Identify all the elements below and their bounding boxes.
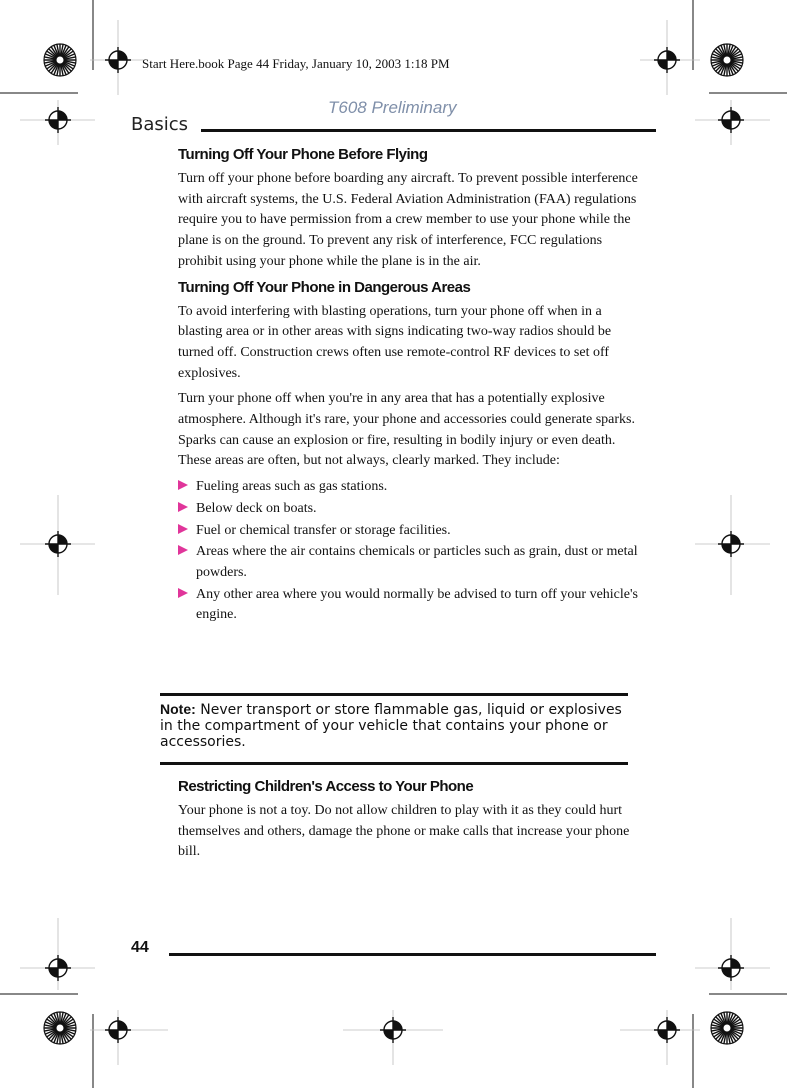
triangle-right-icon [178, 545, 188, 555]
header-rule [201, 129, 656, 132]
heading-flying: Turning Off Your Phone Before Flying [178, 146, 428, 163]
paragraph-flying: Turn off your phone before boarding any aircraft. To prevent possible interference with aircraft systems, the U.S. Federal Aviation Administration (FAA) regulations require you to have permission from a crew member to use your phone while the plane is on the ground. To prevent any risk of interference, FCC regulations prohibit using your phone while the plane is in the air. [178, 171, 638, 269]
triangle-right-icon [178, 524, 188, 534]
footer-rule [169, 953, 656, 956]
note-box [160, 693, 628, 765]
list-item-text: Any other area where you would normally be advised to turn off your vehicle's engine. [196, 586, 638, 623]
note-label: Note: [160, 701, 196, 717]
dangerous-areas-list [178, 477, 640, 626]
paragraph-blasting: To avoid interfering with blasting operations, turn your phone off when in a blasting area or in other areas with signs indicating two-way radios should be turned off. Construction crews often use remote-control RF devices to set off explosives. [178, 303, 612, 381]
list-item-text: Below deck on boats. [196, 500, 317, 516]
running-header-section: Basics [131, 114, 189, 135]
list-item [178, 585, 640, 626]
note-text: Never transport or store flammable gas, liquid or explosives in the compartment of your vehicle that contains your phone or accessories. [160, 702, 622, 750]
list-item-text: Areas where the air contains chemicals or particles such as grain, dust or metal powders. [196, 544, 638, 580]
list-item [178, 477, 640, 498]
heading-children: Restricting Children's Access to Your Phone [178, 778, 474, 795]
paragraph-explosive-atmosphere: Turn your phone off when you're in any area that has a potentially explosive atmosphere. Although it's rare, your phone and accessories could generate sparks. Sparks can cause an explosion or fire, resulting in bodily injury or even death. These areas are often, but not always, clearly marked. They include: [178, 391, 635, 469]
preliminary-watermark: T608 Preliminary [328, 98, 457, 117]
main-content [178, 145, 640, 627]
list-item [178, 499, 640, 520]
list-item [178, 521, 640, 542]
paragraph-children: Your phone is not a toy. Do not allow children to play with it as they could hurt themselves and others, damage the phone or make calls that increase your phone bill. [178, 803, 630, 860]
list-item [178, 542, 640, 583]
list-item-text: Fuel or chemical transfer or storage facilities. [196, 522, 451, 538]
triangle-right-icon [178, 502, 188, 512]
page-number: 44 [131, 939, 149, 956]
heading-dangerous-areas: Turning Off Your Phone in Dangerous Areas [178, 278, 471, 296]
list-item-text: Fueling areas such as gas stations. [196, 479, 388, 495]
triangle-right-icon [178, 480, 188, 490]
children-section [178, 777, 640, 863]
print-meta-line: Start Here.book Page 44 Friday, January 10, 2003 1:18 PM [142, 56, 450, 71]
triangle-right-icon [178, 588, 188, 598]
